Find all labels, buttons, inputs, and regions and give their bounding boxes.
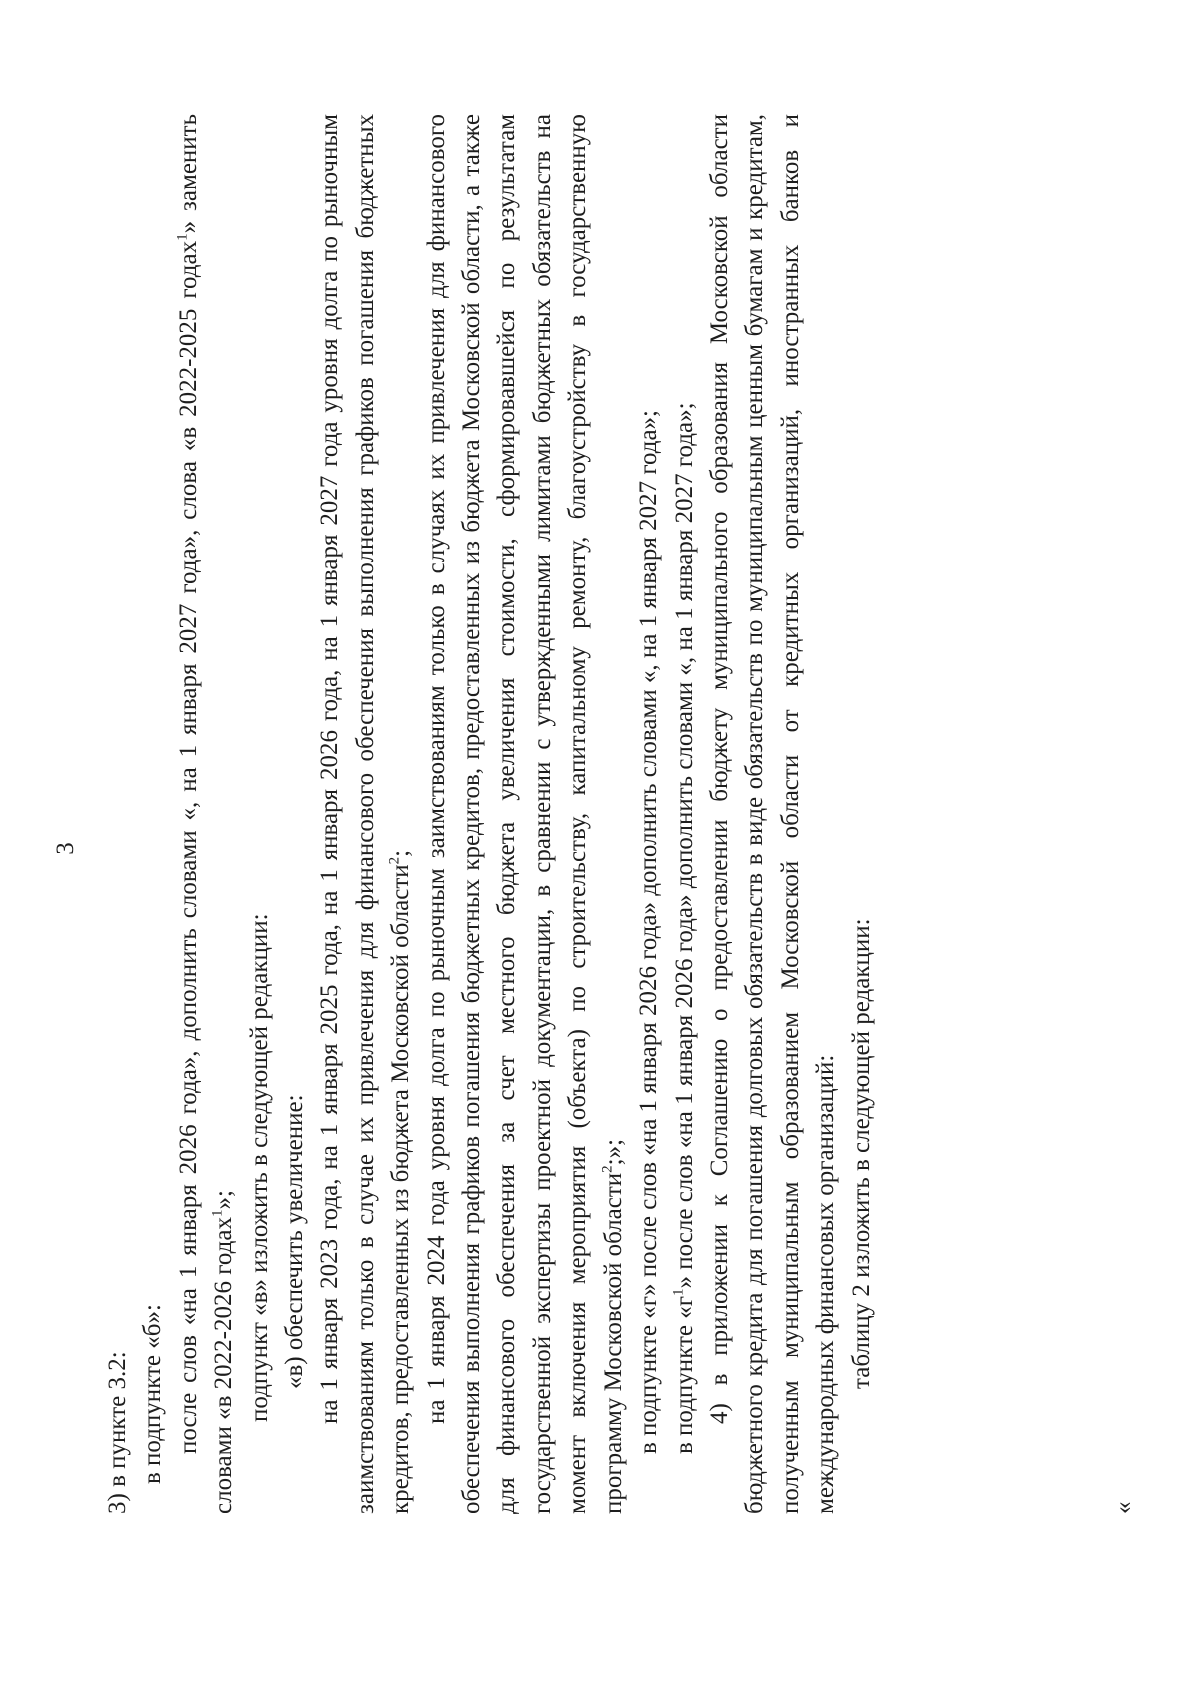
subparagraph-v-heading: подпункт «в» изложить в следующей редакции: <box>245 913 273 1422</box>
opening-quote-mark: « <box>1110 1501 1137 1514</box>
subparagraph-v-text-2 <box>419 114 631 1514</box>
text-span: »; <box>210 1190 238 1210</box>
text-span: » после слов «на 1 января 2026 года» дополнить словами «, на 1 января 2027 года»; <box>670 402 698 1289</box>
text-span: ;»; <box>599 1138 627 1166</box>
page-number: 3 <box>52 842 79 855</box>
text-span: на 1 января 2023 года, на 1 января 2025 года, на 1 января 2026 года, на 1 января 2027 года уровня долга по рыночным заимствованиям только в случае их привлечения для финансового обеспечения выполнения графиков погашения бюджетных кредитов, предоставленных из бюджета Московской области <box>316 114 415 1514</box>
subparagraph-v-text-1 <box>312 114 418 1514</box>
subparagraph-v-intro: «в) обеспечить увеличение: <box>281 1094 309 1389</box>
subparagraph-g1-text <box>667 114 702 1514</box>
text-span: после слов «на 1 января 2026 года», дополнить словами «, на 1 января 2027 года», слова «в 2022-2025 годах <box>174 240 202 1454</box>
text-span: ; <box>387 849 415 857</box>
subparagraph-b-text <box>171 114 242 1514</box>
document-body <box>100 114 879 1514</box>
footnote-ref: 1 <box>209 1209 226 1218</box>
footnote-ref: 2 <box>599 1165 616 1173</box>
text-span: » заменить словами «в 2022-2026 годах <box>174 113 238 1514</box>
subparagraph-b-heading: в подпункте «б»: <box>139 1304 167 1484</box>
subparagraph-g-text: в подпункте «г» после слов «на 1 января 2026 года» дополнить словами «, на 1 января 2027 года»; <box>635 410 663 1454</box>
footnote-ref: 1 <box>174 233 191 241</box>
text-span: в подпункте «г <box>670 1295 698 1454</box>
footnote-ref: 1 <box>670 1288 687 1296</box>
table-2-instruction: таблицу 2 изложить в следующей редакции: <box>847 918 875 1389</box>
paragraph-item-3: 3) в пункте 3.2: <box>104 1351 131 1514</box>
footnote-ref: 2 <box>386 856 403 865</box>
paragraph-item-4: 4) в приложении к Соглашению о предоставлении бюджету муниципального образования Московской области бюджетного кредита для погашения долговых обязательств в виде обязательств по муниципальным ценным бумагам и кредитам, полученным муниципальным образованием Московской области от кредитных организаций, иностранных банков и международных финансовых организаций: <box>705 114 840 1514</box>
text-span: на 1 января 2024 года уровня долга по рыночным заимствованиям только в случаях их привлечения для финансового обеспечения выполнения графиков погашения бюджетных кредитов, предоставленных из бюджета Московской области, а также для финансового обеспечения за счет местного бюджета увеличения стоимости, сформировавшейся по результатам государственной экспертизы проектной документации, в сравнении с утвержденными лимитами бюджетных обязательств на момент включения мероприятия (объекта) по строительству, капитальному ремонту, благоустройству в государственную программу Московской области <box>422 114 627 1514</box>
